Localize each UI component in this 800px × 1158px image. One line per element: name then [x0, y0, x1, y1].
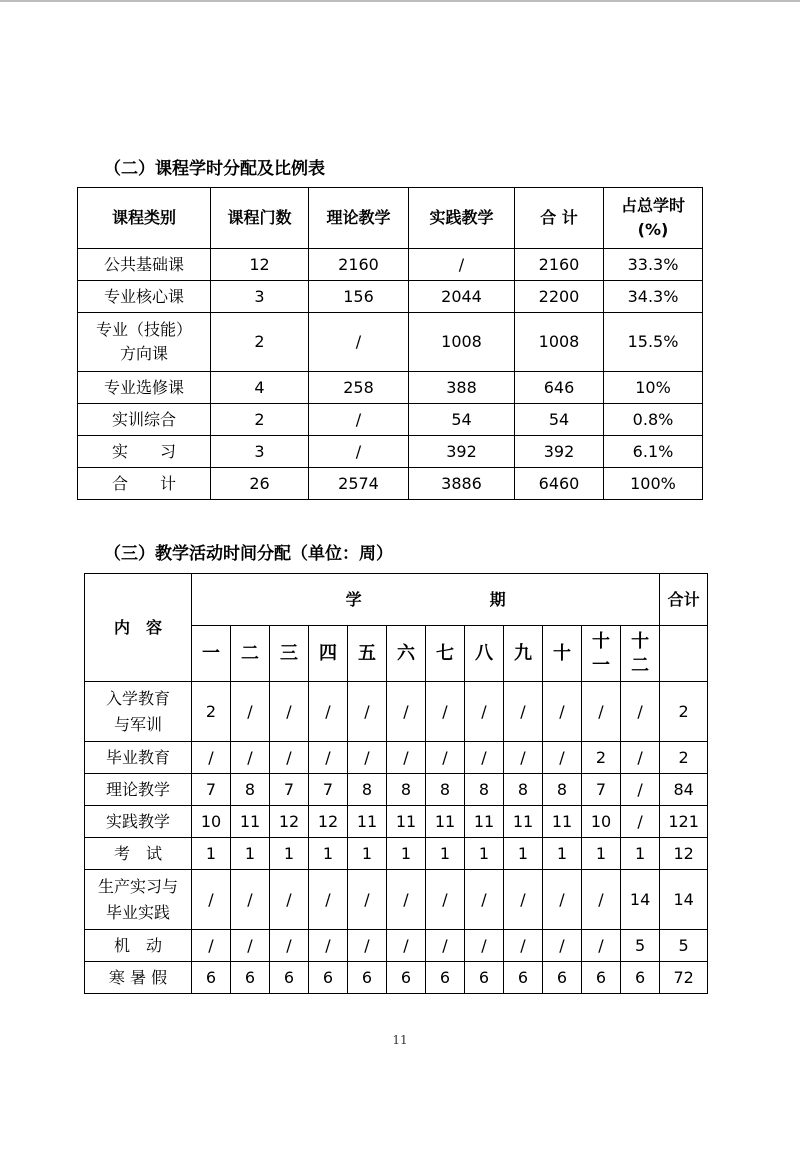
cell: 8 [387, 774, 426, 806]
cell: / [387, 742, 426, 774]
semester-3: 三 [270, 626, 309, 682]
row-label-line1: 考 试 [113, 843, 162, 863]
cell: 15.5% [604, 313, 703, 372]
cell: / [465, 930, 504, 962]
cell: 7 [582, 774, 621, 806]
row-label [85, 838, 192, 870]
header-course-category: 课程类别 [78, 188, 211, 249]
cell: 6 [504, 962, 543, 994]
cell: 实训综合 [78, 404, 211, 436]
semester-2: 二 [231, 626, 270, 682]
semester-12-line1: 十 [631, 630, 650, 652]
cell: / [192, 870, 231, 930]
cell: / [309, 404, 409, 436]
table-row [78, 372, 703, 404]
cell: / [465, 870, 504, 930]
cell: 11 [465, 806, 504, 838]
table-row [85, 806, 708, 838]
table-row [85, 962, 708, 994]
cell: / [426, 930, 465, 962]
cell: / [270, 870, 309, 930]
activity-time-table [84, 573, 708, 994]
header-total: 合计 [660, 574, 708, 626]
cell: 6 [387, 962, 426, 994]
row-label-line1: 实践教学 [105, 811, 170, 831]
top-border-line [0, 0, 800, 2]
header-course-count: 课程门数 [211, 188, 309, 249]
cell: / [504, 930, 543, 962]
cell: / [582, 870, 621, 930]
cell: 6 [621, 962, 660, 994]
cell: 11 [387, 806, 426, 838]
cell: / [348, 742, 387, 774]
cell: 5 [621, 930, 660, 962]
cell: 11 [504, 806, 543, 838]
cell: / [309, 682, 348, 742]
cell: 54 [515, 404, 604, 436]
cell: 8 [426, 774, 465, 806]
header-practice: 实践教学 [409, 188, 515, 249]
table-row-total [78, 468, 703, 500]
cell: / [465, 682, 504, 742]
cell: 1 [465, 838, 504, 870]
cell: 11 [231, 806, 270, 838]
header-term: 学 期 [192, 574, 660, 626]
cell: 2574 [309, 468, 409, 500]
cell: 7 [309, 774, 348, 806]
cell: 8 [465, 774, 504, 806]
cell: 392 [515, 436, 604, 468]
header-content: 内 容 [85, 574, 192, 682]
cell: / [409, 249, 515, 281]
cell: 2 [192, 682, 231, 742]
cell: 11 [348, 806, 387, 838]
cell: / [543, 742, 582, 774]
cell: / [582, 930, 621, 962]
cell: 258 [309, 372, 409, 404]
cell: / [621, 806, 660, 838]
semester-11 [582, 626, 621, 682]
row-label [85, 930, 192, 962]
row-label [85, 962, 192, 994]
cell: 392 [409, 436, 515, 468]
cell: 6 [348, 962, 387, 994]
row-total: 5 [660, 930, 708, 962]
cell: / [504, 870, 543, 930]
course-hours-table [77, 187, 703, 500]
cell: 1008 [409, 313, 515, 372]
cell: 2 [582, 742, 621, 774]
row-label-line2: 毕业实践 [105, 902, 170, 922]
cell: 11 [543, 806, 582, 838]
semester-8: 八 [465, 626, 504, 682]
cell: 实 习 [78, 436, 211, 468]
cell: / [582, 682, 621, 742]
semester-12 [621, 626, 660, 682]
activity-rows [85, 682, 708, 994]
cell: / [426, 742, 465, 774]
header-percentage-line1: 占总学时 [620, 196, 685, 215]
cell: / [309, 313, 409, 372]
cell: 2 [211, 313, 309, 372]
row-label-line1: 理论教学 [105, 779, 170, 799]
cell: / [309, 436, 409, 468]
row-total: 72 [660, 962, 708, 994]
cell: 10 [582, 806, 621, 838]
cell: 8 [231, 774, 270, 806]
row-total: 2 [660, 682, 708, 742]
cell: 7 [270, 774, 309, 806]
semester-6: 六 [387, 626, 426, 682]
cell: / [465, 742, 504, 774]
cell: 1008 [515, 313, 604, 372]
row-label [85, 682, 192, 742]
row-label-line1: 毕业教育 [105, 747, 170, 767]
cell: / [309, 870, 348, 930]
table-row [85, 774, 708, 806]
cell: 26 [211, 468, 309, 500]
cell: 8 [543, 774, 582, 806]
cell: 2160 [515, 249, 604, 281]
cell: / [543, 930, 582, 962]
cell: 2 [211, 404, 309, 436]
cell: / [426, 870, 465, 930]
cell: 12 [309, 806, 348, 838]
header-percentage-line2: (%) [637, 220, 669, 239]
semester-11-line1: 十 [592, 630, 610, 652]
cell: / [270, 930, 309, 962]
cell: / [270, 682, 309, 742]
header-percentage [604, 188, 703, 249]
cell: / [270, 742, 309, 774]
cell: / [621, 742, 660, 774]
cell: / [309, 742, 348, 774]
cell: 4 [211, 372, 309, 404]
cell: 6 [309, 962, 348, 994]
cell: 3886 [409, 468, 515, 500]
cell: 34.3% [604, 281, 703, 313]
cell: 12 [211, 249, 309, 281]
cell: / [309, 930, 348, 962]
cell: / [621, 774, 660, 806]
cell: / [504, 682, 543, 742]
row-total: 2 [660, 742, 708, 774]
cell: 1 [348, 838, 387, 870]
cell: / [231, 742, 270, 774]
cell: 11 [426, 806, 465, 838]
cell: 1 [231, 838, 270, 870]
row-total: 121 [660, 806, 708, 838]
cell: 公共基础课 [78, 249, 211, 281]
header-total: 合 计 [515, 188, 604, 249]
table-row [78, 404, 703, 436]
cell: / [231, 682, 270, 742]
cell: 10% [604, 372, 703, 404]
table-row [78, 281, 703, 313]
cell: / [426, 682, 465, 742]
cell: 6 [231, 962, 270, 994]
cell: 6460 [515, 468, 604, 500]
cell: 1 [192, 838, 231, 870]
header-theory: 理论教学 [309, 188, 409, 249]
cell: 100% [604, 468, 703, 500]
cell [78, 313, 211, 372]
table-row [78, 249, 703, 281]
semester-11-line2: 一 [592, 654, 610, 676]
cell: 1 [387, 838, 426, 870]
row-label-line1: 机 动 [113, 935, 162, 955]
cell: / [621, 682, 660, 742]
cell: 6 [192, 962, 231, 994]
cell: 646 [515, 372, 604, 404]
cell: 6 [270, 962, 309, 994]
semester-12-line2: 二 [631, 654, 650, 676]
table-row [85, 870, 708, 930]
cell: / [504, 742, 543, 774]
semester-4: 四 [309, 626, 348, 682]
cell-line1: 专业（技能） [95, 320, 192, 339]
cell: / [231, 930, 270, 962]
cell: / [543, 682, 582, 742]
cell: 1 [621, 838, 660, 870]
cell: 6.1% [604, 436, 703, 468]
row-label [85, 870, 192, 930]
semester-9: 九 [504, 626, 543, 682]
cell: 8 [348, 774, 387, 806]
cell: / [387, 870, 426, 930]
cell: 专业核心课 [78, 281, 211, 313]
cell: 156 [309, 281, 409, 313]
semester-7: 七 [426, 626, 465, 682]
semester-10: 十 [543, 626, 582, 682]
row-label-line1: 寒 暑 假 [108, 967, 168, 987]
cell: / [348, 930, 387, 962]
cell: 14 [621, 870, 660, 930]
cell: / [387, 682, 426, 742]
cell: 388 [409, 372, 515, 404]
cell: 1 [309, 838, 348, 870]
cell: / [192, 742, 231, 774]
cell: 3 [211, 281, 309, 313]
header-row-1 [85, 574, 708, 626]
semester-1: 一 [192, 626, 231, 682]
cell: 1 [504, 838, 543, 870]
cell: / [192, 930, 231, 962]
cell-line2: 方向课 [119, 344, 168, 363]
semester-5: 五 [348, 626, 387, 682]
cell: 0.8% [604, 404, 703, 436]
table-row [85, 682, 708, 742]
table-header-row [78, 188, 703, 249]
row-label-line1: 生产实习与 [97, 876, 178, 896]
cell: 6 [426, 962, 465, 994]
cell: 10 [192, 806, 231, 838]
table-row [85, 930, 708, 962]
cell: 2044 [409, 281, 515, 313]
section-title-activity-time: （三）教学活动时间分配（单位：周） [104, 544, 393, 564]
cell: 12 [270, 806, 309, 838]
cell: 6 [465, 962, 504, 994]
table-row [85, 838, 708, 870]
cell: 2200 [515, 281, 604, 313]
table-row [78, 313, 703, 372]
cell: 54 [409, 404, 515, 436]
row-label [85, 774, 192, 806]
cell: 2160 [309, 249, 409, 281]
cell: 1 [426, 838, 465, 870]
cell: / [387, 930, 426, 962]
cell: / [231, 870, 270, 930]
cell: 1 [543, 838, 582, 870]
cell: / [543, 870, 582, 930]
row-label [85, 806, 192, 838]
cell: 7 [192, 774, 231, 806]
cell: / [348, 870, 387, 930]
cell: 合 计 [78, 468, 211, 500]
section-title-course-hours: （二）课程学时分配及比例表 [104, 159, 325, 179]
cell: / [348, 682, 387, 742]
cell: 专业选修课 [78, 372, 211, 404]
cell: 33.3% [604, 249, 703, 281]
row-label-line1: 入学教育 [105, 688, 170, 708]
table-row [85, 742, 708, 774]
cell: 6 [543, 962, 582, 994]
cell: 1 [582, 838, 621, 870]
cell: 1 [270, 838, 309, 870]
row-label-line2: 与军训 [113, 714, 162, 734]
row-total: 14 [660, 870, 708, 930]
row-total: 12 [660, 838, 708, 870]
total-empty-cell [660, 626, 708, 682]
page-number: 11 [392, 1033, 408, 1047]
cell: 3 [211, 436, 309, 468]
row-label [85, 742, 192, 774]
row-total: 84 [660, 774, 708, 806]
cell: 6 [582, 962, 621, 994]
table-row [78, 436, 703, 468]
cell: 8 [504, 774, 543, 806]
